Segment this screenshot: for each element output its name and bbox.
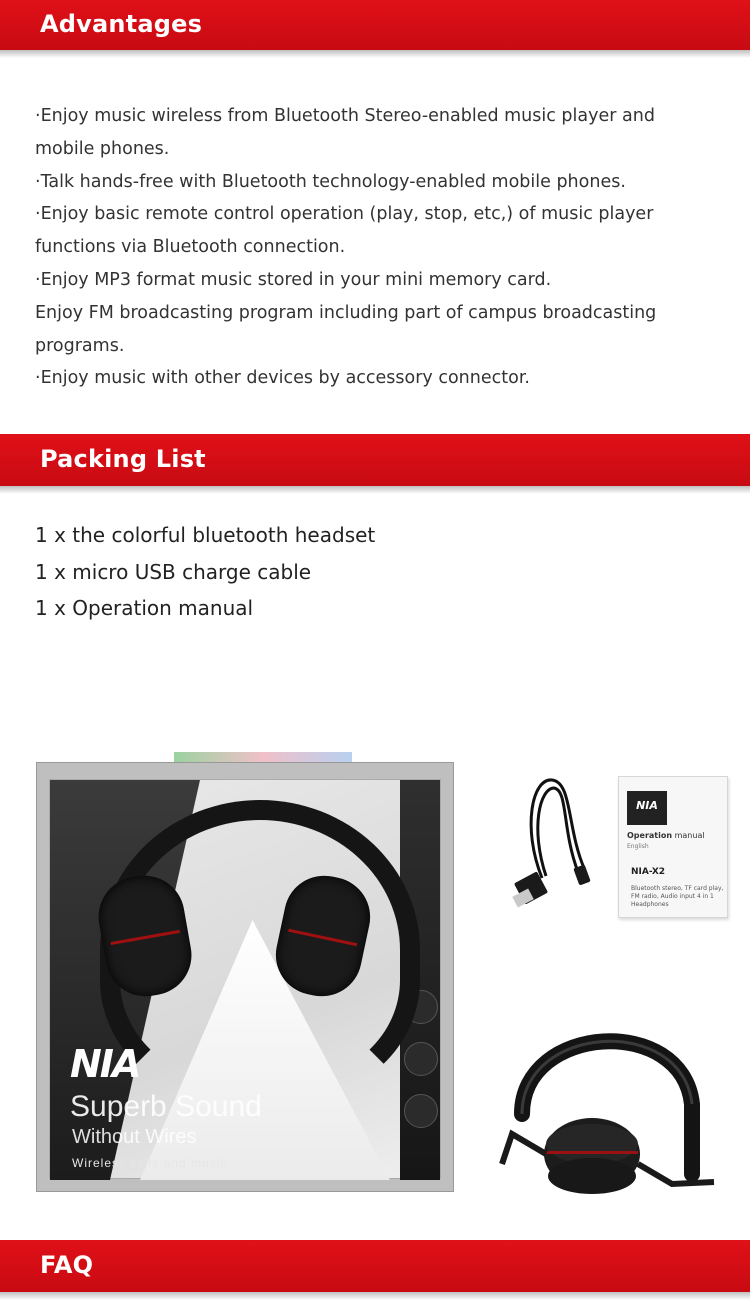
list-item: ·Enjoy music wireless from Bluetooth Stereo-enabled music player and mobile phones. [35,106,655,159]
advantages-list [35,100,715,395]
brand-logo: NIA [70,1042,140,1086]
manual-model: NIA-X2 [631,867,666,877]
battery-badge-icon [404,1094,438,1128]
faq-header [0,1240,750,1292]
advantages-title: Advantages [40,10,203,38]
packing-list-header [0,434,750,486]
list-item: Enjoy FM broadcasting program including part of campus broadcasting programs. [35,302,657,356]
list-item: ·Talk hands-free with Bluetooth technology-enabled mobile phones. [35,171,626,192]
operation-manual-image [618,776,728,918]
usb-cable-image [512,768,612,908]
packing-list [35,517,715,627]
manual-title: Operation manual [627,831,705,840]
list-item: ·Enjoy MP3 format music stored in your mini memory card. [35,269,552,290]
product-box-image [36,752,454,1192]
manual-brand-logo: NIA [627,791,667,825]
packing-list-title: Packing List [40,445,206,473]
manual-description: Bluetooth stereo, TF card play, FM radio, Audio input 4 in 1 Headphones [631,885,724,908]
manual-language: English [627,843,649,850]
slogan-main: Superb Sound [70,1090,262,1123]
faq-title: FAQ [40,1251,94,1279]
slogan-sub: Without Wires [72,1126,197,1148]
list-item: 1 x micro USB charge cable [35,559,312,584]
micro-sd-badge-icon [404,1042,438,1076]
list-item: 1 x the colorful bluetooth headset [35,523,376,547]
list-item: ·Enjoy basic remote control operation (play, stop, etc,) of music player functions via Bluetooth connection. [35,204,654,258]
list-item: 1 x Operation manual [35,596,254,620]
list-item: ·Enjoy music with other devices by accessory connector. [35,368,530,389]
advantages-header [0,0,750,50]
slogan-small: Wireless calls and music [72,1156,228,1170]
headphone-side-image [482,1004,732,1204]
